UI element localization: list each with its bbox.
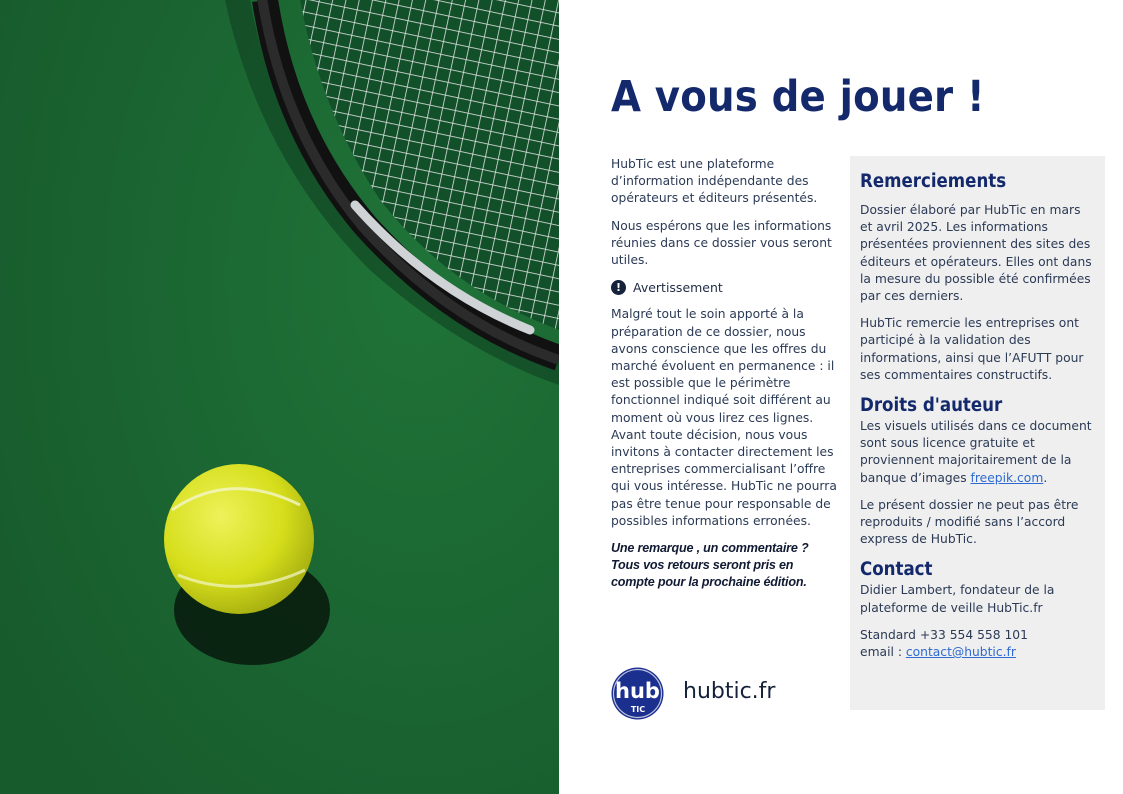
site-url[interactable]: hubtic.fr: [683, 679, 776, 704]
tennis-ball: [164, 464, 314, 614]
email-label: email :: [860, 645, 906, 660]
rights-paragraph-1: [860, 418, 1095, 487]
logo-text: hub: [615, 679, 660, 703]
logo-subtext: TIC: [630, 705, 646, 714]
rights-paragraph-2: Le présent dossier ne peut pas être reproduits / modifié sans l’accord express de HubTic.: [860, 497, 1079, 547]
tennis-photo: [0, 0, 559, 794]
hubtic-logo[interactable]: [611, 667, 664, 720]
warning-text: Malgré tout le soin apporté à la préparation de ce dossier, nous avons conscience que les offres du marché évoluent en permanence : il est possible que le périmètre fonctionnel indiqué soit différent au moment où vous lirez ces lignes. Avant toute décision, nous vous invitons à contacter directement les entreprises commercialisant l’offre qui vous intéresse. HubTic ne pourra pas être tenue pour responsable de possibles informations erronées.: [611, 307, 837, 528]
rights-text: Les visuels utilisés dans ce document sont sous licence gratuite et proviennent majoritairement de la banque d’images: [860, 419, 1092, 485]
feedback-callout: Une remarque , un commentaire ? Tous vos retours seront pris en compte pour la prochaine édition.: [611, 541, 809, 590]
exclamation-icon: !: [611, 280, 626, 295]
rights-period: .: [1043, 470, 1048, 485]
email-link[interactable]: contact@hubtic.fr: [905, 645, 1016, 660]
contact-paragraph: Didier Lambert, fondateur de la plateforme de veille HubTic.fr: [860, 583, 1055, 615]
intro-paragraph-2: Nous espérons que les informations réunies dans ce dossier vous seront utiles.: [611, 218, 832, 268]
thanks-paragraph-1: Dossier élaboré par HubTic en mars et avril 2025. Les informations présentées proviennent des sites des éditeurs et opérateurs. Elles ont dans la mesure du possible été confirmées par ces derniers.: [860, 203, 1092, 304]
tennis-illustration: [0, 0, 559, 794]
intro-column: [611, 156, 837, 591]
thanks-heading: Remerciements: [860, 171, 1007, 192]
page-title: A vous de jouer !: [611, 72, 985, 122]
contact-heading: Contact: [860, 559, 933, 581]
warning-heading: [611, 279, 837, 296]
contact-phone: Standard +33 554 558 101: [860, 627, 1028, 642]
freepik-link[interactable]: freepik.com: [970, 470, 1044, 485]
intro-paragraph-1: HubTic est une plateforme d’information indépendante des opérateurs et éditeurs présentés.: [611, 157, 818, 206]
thanks-paragraph-2: HubTic remercie les entreprises ont participé à la validation des informations, ainsi que l’AFUTT pour ses commentaires constructifs.: [860, 316, 1084, 382]
rights-heading: Droits d'auteur: [860, 395, 1003, 417]
info-panel: [850, 156, 1105, 710]
warning-label: Avertissement: [633, 280, 723, 296]
contact-email-line: [860, 644, 1095, 661]
